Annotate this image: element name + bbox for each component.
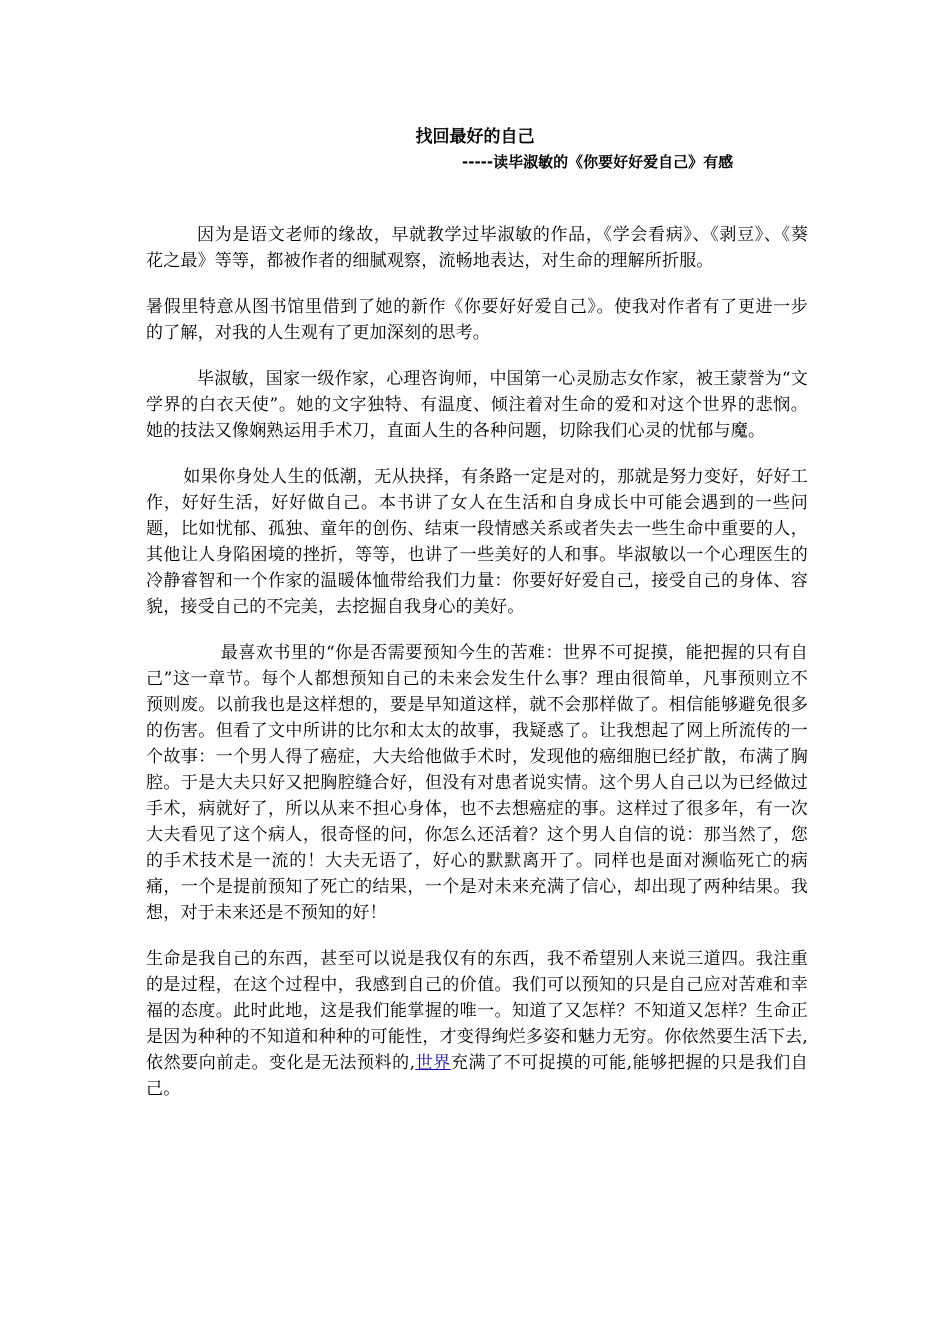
document-body xyxy=(146,222,808,1122)
world-link[interactable]: 世界 xyxy=(415,1053,451,1073)
paragraph-book-summary: 如果你身处人生的低潮，无从抉择，有条路一定是对的，那就是努力变好，好好工作，好好生活，好好做自己。本书讲了女人在生活和自身成长中可能会遇到的一些问题，比如忧郁、孤独、童年的创伤、结束一段情感关系或者失去一些生命中重要的人，其他让人身陷困境的挫折，等等，也讲了一些美好的人和事。毕淑敏以一个心理医生的冷静睿智和一个作家的温暖体恤带给我们力量：你要好好爱自己，接受自己的身体、容貌，接受自己的不完美，去挖掘自我身心的美好。 xyxy=(146,467,808,617)
paragraph-conclusion-text-after: 充满了不可捉摸的可能,能够把握的只是我们自己。 xyxy=(146,1053,808,1099)
paragraph-favorite-chapter: 最喜欢书里的“你是否需要预知今生的苦难：世界不可捉摸，能把握的只有自己”这一章节。每个人都想预知自己的未来会发生什么事？理由很简单，凡事预则立不预则废。以前我也是这样想的，要是早知道这样，就不会那样做了。相信能够避免很多的伤害。但看了文中所讲的比尔和太太的故事，我疑惑了。让我想起了网上所流传的一个故事：一个男人得了癌症，大夫给他做手术时，发现他的癌细胞已经扩散，布满了胸腔。于是大夫只好又把胸腔缝合好，但没有对患者说实情。这个男人自己以为已经做过手术，病就好了，所以从来不担心身体，也不去想癌症的事。这样过了很多年，有一次大夫看见了这个病人，很奇怪的问，你怎么还活着？这个男人自信的说：那当然了，您的手术技术是一流的！大夫无语了，好心的默默离开了。同样也是面对濒临死亡的病痛，一个是提前预知了死亡的结果，一个是对未来充满了信心，却出现了两种结果。我想，对于未来还是不预知的好！ xyxy=(146,643,808,923)
paragraph-intro: 因为是语文老师的缘故，早就教学过毕淑敏的作品，《学会看病》、《剥豆》、《葵花之最》等等，都被作者的细腻观察，流畅地表达，对生命的理解所折服。 xyxy=(146,225,808,271)
paragraph-conclusion xyxy=(146,946,808,1102)
paragraph-summer-reading: 暑假里特意从图书馆里借到了她的新作《你要好好爱自己》。使我对作者有了更进一步的了解，对我的人生观有了更加深刻的思考。 xyxy=(146,297,808,343)
paragraph-conclusion-text-before: 生命是我自己的东西，甚至可以说是我仅有的东西，我不希望别人来说三道四。我注重的是过程，在这个过程中，我感到自己的价值。我们可以预知的只是自己应对苦难和幸福的态度。此时此地，这是我们能掌握的唯一。知道了又怎样？不知道又怎样？生命正是因为种种的不知道和种种的可能性，才变得绚烂多姿和魅力无穷。你依然要生活下去,依然要向前走。变化是无法预料的, xyxy=(146,949,808,1073)
document-title: 找回最好的自己 xyxy=(415,127,535,147)
paragraph-author-bio: 毕淑敏，国家一级作家，心理咨询师，中国第一心灵励志女作家，被王蒙誉为“文学界的白衣天使”。她的文字独特、有温度、倾注着对生命的爱和对这个世界的悲悯。她的技法又像娴熟运用手术刀，直面人生的各种问题，切除我们心灵的忧郁与魔。 xyxy=(146,369,808,441)
document-subtitle: -----读毕淑敏的《你要好好爱自己》有感 xyxy=(462,153,734,171)
